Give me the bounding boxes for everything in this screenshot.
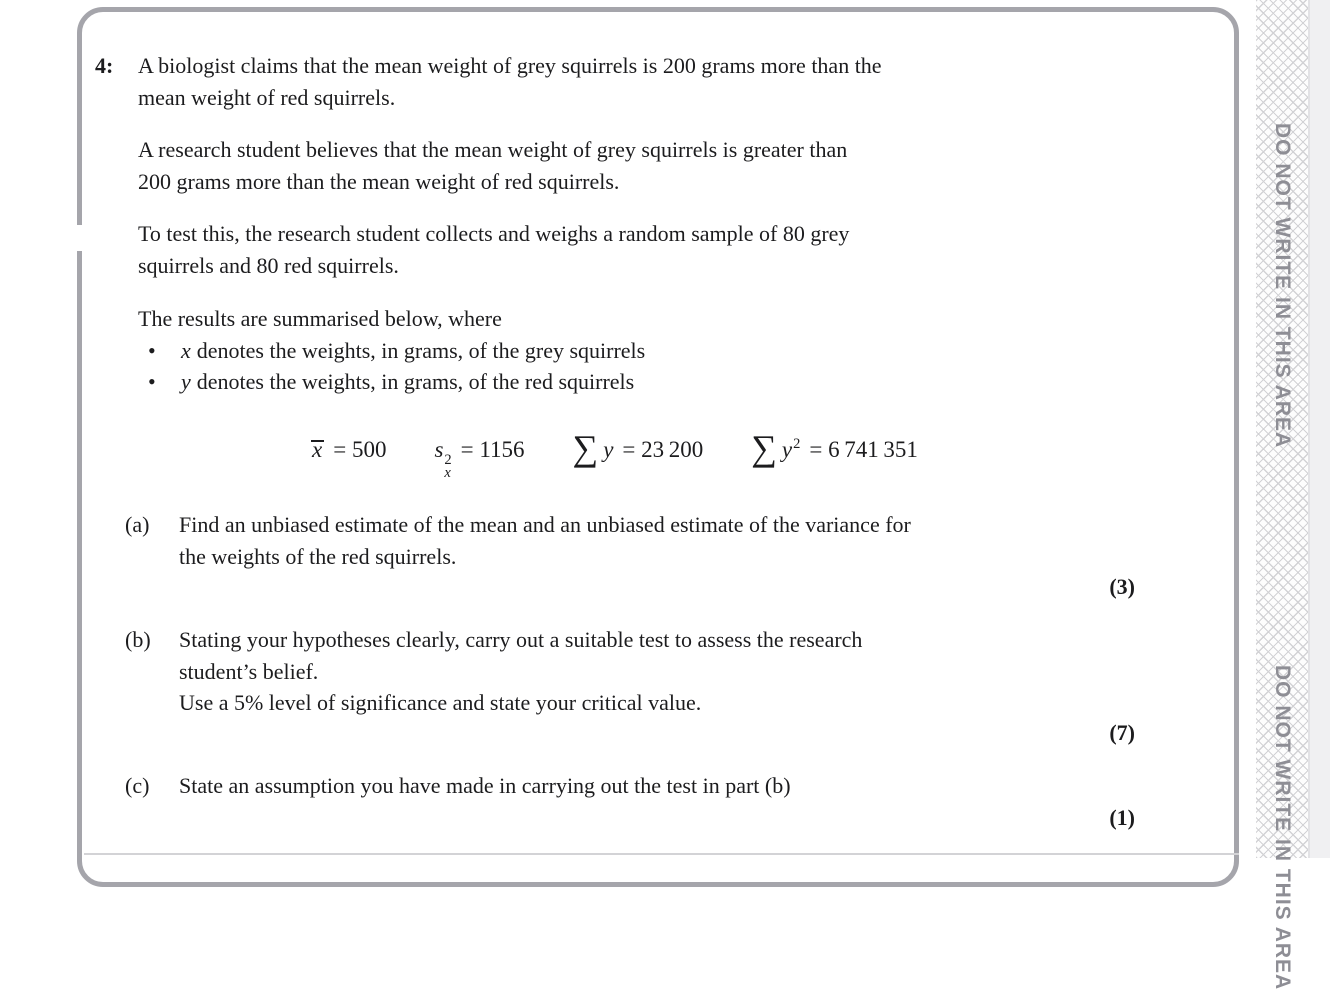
bullet-y-description: denotes the weights, in grams, of the red squirrels [196,369,635,394]
variable-y: y [181,369,191,394]
variance-value: = 1156 [460,437,525,462]
summary-statistics-formula [310,424,918,479]
part-a-text [179,509,911,572]
paragraph-3 [138,218,849,281]
bullet-x-text [181,335,645,367]
s-sup-sub [444,454,451,479]
s-subscript: x [444,464,451,481]
results-block [138,303,645,398]
part-a [125,509,911,572]
sigma-icon: ∑ [572,428,599,468]
part-a-label: (a) [125,512,150,537]
part-b-line-1: Stating your hypotheses clearly, carry out a suitable test to assess the research [179,627,863,652]
formula-sum-y2-term [751,424,918,470]
formula-sum-y-term [573,427,704,470]
part-c [125,770,791,802]
paragraph-2-line-2: 200 grams more than the mean weight of red squirrels. [138,168,620,194]
frame-border-gap [74,225,86,251]
sum-y2-variable: y [781,437,793,462]
do-not-write-margin [1256,0,1308,990]
paragraph-3-line-2: squirrels and 80 red squirrels. [138,252,399,278]
formula-variance-term [434,430,524,479]
question-intro-block [95,50,882,113]
bullet-x-description: denotes the weights, in grams, of the grey squirrels [196,337,646,363]
page-edge-strip [1308,0,1330,858]
bullet-y-text [181,366,634,398]
do-not-write-label-1: DO NOT WRITE IN THIS AREA [1271,123,1294,449]
part-a-line-2: the weights of the red squirrels. [179,543,457,569]
paragraph-1 [138,50,882,113]
question-content [95,0,1140,858]
sigma-icon: ∑ [751,428,777,468]
part-a-marks: (3) [1109,574,1135,599]
paragraph-2-line-1: A research student believes that the mean weight of grey squirrels is greater than [138,137,848,162]
part-b-text [179,624,862,719]
paragraph-1-line-2: mean weight of red squirrels. [138,84,396,110]
part-c-label: (c) [125,773,150,798]
s-superscript: 2 [444,452,452,468]
part-c-line-1: State an assumption you have made in carrying out the test in part (b) [179,773,791,798]
part-c-text [179,770,791,802]
part-a-line-1: Find an unbiased estimate of the mean and an unbiased estimate of the variance for [179,512,911,537]
part-b-label: (b) [125,627,151,652]
paragraph-1-line-1: A biologist claims that the mean weight of grey squirrels is 200 grams more than the [138,53,882,78]
paragraph-2 [138,134,847,197]
formula-xbar-term [310,430,386,470]
sum-y-value: = 23 200 [622,437,704,462]
sum-y-variable: y [603,437,614,462]
sum-y2-superscript: 2 [793,436,801,452]
part-b-marks: (7) [1109,720,1135,745]
sum-y2-value: = 6 741 351 [809,437,918,462]
bullet-item-y [148,366,645,398]
s-symbol: s [434,437,444,462]
part-b-line-3: Use a 5% level of significance and state your critical value. [179,690,702,715]
variable-x: x [181,337,191,363]
part-b-line-2: student’s belief. [179,658,319,684]
part-b [125,624,862,719]
bullet-item-x [148,335,645,367]
part-c-marks: (1) [1109,805,1135,830]
results-intro: The results are summarised below, where [138,306,502,331]
xbar-value: = 500 [333,437,387,462]
paragraph-3-line-1: To test this, the research student collects and weighs a random sample of 80 grey [138,221,850,246]
do-not-write-label-2: DO NOT WRITE IN THIS AREA [1271,665,1294,990]
question-number: 4: [95,53,114,78]
bullet-icon: • [148,337,156,363]
bullet-icon: • [148,369,156,394]
xbar-symbol: x [312,437,323,462]
